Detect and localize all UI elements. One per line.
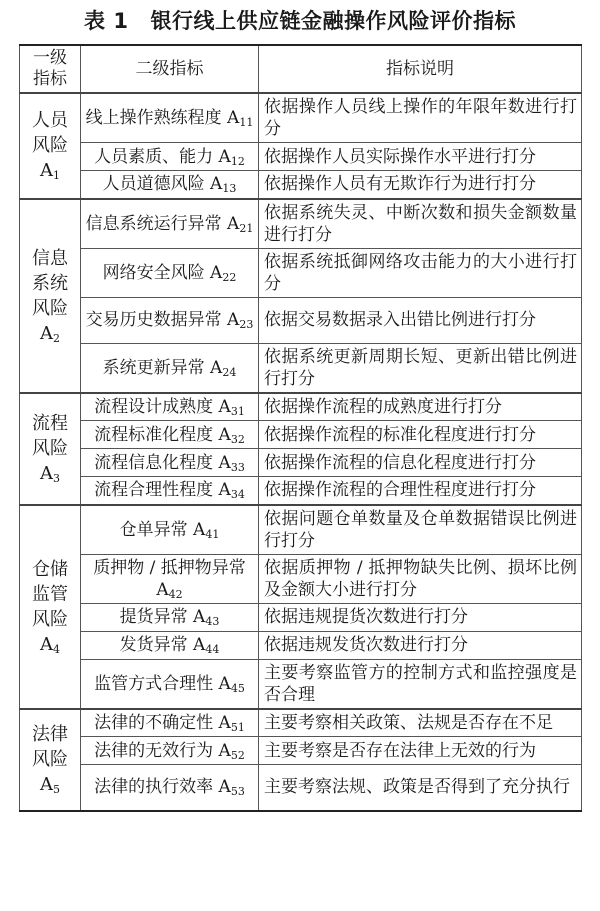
level2-label: 发货异常 A [119, 635, 206, 655]
indicator-description: 依据操作人员实际操作水平进行打分 [259, 143, 582, 171]
level2-label: 线上操作熟练程度 A [85, 108, 240, 128]
indicator-description: 依据操作流程的合理性程度进行打分 [259, 477, 582, 505]
level1-code-subscript: 1 [53, 169, 60, 183]
level2-indicator [81, 171, 259, 199]
level2-indicator [81, 393, 259, 421]
level2-indicator [81, 297, 259, 343]
table-title: 银行线上供应链金融操作风险评价指标 [150, 9, 516, 33]
table-row [20, 631, 582, 659]
level2-indicator [81, 631, 259, 659]
level2-code-subscript: 31 [230, 404, 245, 418]
indicator-description: 主要考察是否存在法律上无效的行为 [259, 737, 582, 765]
indicator-description: 依据操作流程的成熟度进行打分 [259, 393, 582, 421]
level2-label: 流程设计成熟度 A [94, 396, 231, 417]
header-level1: 一级指标 [20, 45, 81, 93]
level2-label: 信息系统运行异常 A [85, 213, 240, 234]
level2-label: 流程标准化程度 A [94, 424, 231, 445]
level2-code-subscript: 42 [168, 587, 183, 601]
level1-name: 仓储监管风险 [32, 558, 68, 630]
level2-code-subscript: 33 [230, 460, 245, 474]
level2-indicator [81, 709, 259, 737]
level2-indicator [81, 603, 259, 631]
level1-code: A [40, 633, 53, 655]
level2-label: 流程合理性程度 A [94, 480, 231, 501]
table-row [20, 171, 582, 199]
level1-code-subscript: 2 [53, 331, 60, 345]
table-row [20, 199, 582, 249]
table-caption [0, 0, 600, 40]
table-row [20, 659, 582, 709]
level1-name: 法律风险 [32, 724, 68, 770]
indicator-description: 依据系统抵御网络攻击能力的大小进行打分 [259, 248, 582, 297]
table-row [20, 709, 582, 737]
level2-indicator [81, 248, 259, 297]
level1-code-subscript: 3 [53, 472, 60, 485]
level2-label: 系统更新异常 A [102, 357, 223, 378]
level1-code: A [40, 463, 53, 484]
level2-code-subscript: 12 [230, 154, 245, 168]
header-desc: 指标说明 [259, 45, 582, 93]
level2-indicator [81, 659, 259, 709]
indicator-description: 主要考察相关政策、法规是否存在不足 [259, 709, 582, 737]
table-row [20, 737, 582, 765]
indicator-description: 依据操作流程的标准化程度进行打分 [259, 421, 582, 449]
level2-label: 提货异常 A [119, 607, 206, 627]
table-row [20, 603, 582, 631]
table-row [20, 505, 582, 555]
level2-code-subscript: 34 [230, 488, 245, 502]
level2-code-subscript: 11 [239, 116, 254, 129]
level2-code-subscript: 51 [230, 720, 245, 734]
level1-name: 信息系统风险 [32, 247, 68, 319]
indicator-description: 依据交易数据录入出错比例进行打分 [259, 297, 582, 343]
table-row [20, 393, 582, 421]
table-row [20, 477, 582, 505]
level2-label: 人员道德风险 A [102, 174, 223, 195]
indicator-description: 主要考察监管方的控制方式和监控强度是否合理 [259, 659, 582, 709]
table-row [20, 765, 582, 811]
level2-label: 法律的无效行为 A [94, 740, 231, 761]
level2-code-subscript: 22 [222, 270, 237, 284]
level2-indicator [81, 93, 259, 143]
level2-code-subscript: 24 [222, 365, 237, 379]
table-row [20, 343, 582, 393]
indicator-description: 依据违规发货次数进行打分 [259, 631, 582, 659]
indicator-description: 依据质押物 / 抵押物缺失比例、损坏比例及金额大小进行打分 [259, 554, 582, 603]
level2-indicator [81, 737, 259, 765]
indicator-description: 依据违规提货次数进行打分 [259, 603, 582, 631]
table-row [20, 449, 582, 477]
level2-indicator [81, 449, 259, 477]
level1-code: A [40, 322, 53, 344]
level2-code-subscript: 53 [230, 785, 245, 799]
level2-indicator [81, 505, 259, 555]
level2-code-subscript: 21 [239, 221, 254, 235]
level1-indicator [20, 199, 81, 393]
table-body [20, 93, 582, 811]
level1-code-subscript: 4 [53, 642, 60, 656]
indicator-description: 主要考察法规、政策是否得到了充分执行 [259, 765, 582, 811]
level1-code: A [40, 774, 53, 795]
level2-label: 法律的不确定性 A [94, 712, 231, 733]
level2-label: 交易历史数据异常 A [85, 310, 240, 330]
level1-indicator [20, 93, 81, 199]
level2-code-subscript: 44 [205, 643, 220, 656]
level1-indicator [20, 505, 81, 709]
level2-code-subscript: 23 [239, 318, 254, 331]
level2-indicator [81, 199, 259, 249]
level2-code-subscript: 45 [230, 681, 245, 695]
level2-label: 流程信息化程度 A [94, 452, 231, 473]
level2-label: 质押物 / 抵押物异常 A [93, 557, 246, 600]
level2-indicator [81, 554, 259, 603]
table-number: 表 1 [84, 9, 129, 33]
level1-name: 流程风险 [32, 413, 68, 459]
level2-label: 仓单异常 A [119, 519, 206, 540]
table-row [20, 143, 582, 171]
header-level2: 二级指标 [81, 45, 259, 93]
indicator-description: 依据系统失灵、中断次数和损失金额数量进行打分 [259, 199, 582, 249]
level1-indicator [20, 709, 81, 811]
indicator-description: 依据操作流程的信息化程度进行打分 [259, 449, 582, 477]
header-row [20, 45, 582, 93]
level2-label: 网络安全风险 A [102, 262, 223, 283]
level2-indicator [81, 765, 259, 811]
level1-code-subscript: 5 [53, 783, 60, 796]
level2-code-subscript: 52 [230, 748, 245, 762]
table-row [20, 297, 582, 343]
level2-code-subscript: 43 [205, 615, 220, 628]
level2-code-subscript: 32 [230, 432, 245, 446]
level2-code-subscript: 41 [205, 527, 220, 541]
level2-label: 人员素质、能力 A [94, 146, 231, 167]
level2-code-subscript: 13 [222, 182, 237, 196]
level1-indicator [20, 393, 81, 505]
level2-indicator [81, 143, 259, 171]
indicator-description: 依据操作人员有无欺诈行为进行打分 [259, 171, 582, 199]
level1-name: 人员风险 [32, 110, 68, 157]
level1-code: A [40, 160, 53, 182]
table-row [20, 248, 582, 297]
level2-label: 监管方式合理性 A [94, 673, 231, 694]
indicator-description: 依据操作人员线上操作的年限年数进行打分 [259, 93, 582, 143]
level2-indicator [81, 477, 259, 505]
indicator-table [19, 44, 582, 812]
indicator-description: 依据系统更新周期长短、更新出错比例进行打分 [259, 343, 582, 393]
table-row [20, 93, 582, 143]
table-row [20, 554, 582, 603]
table-row [20, 421, 582, 449]
level2-indicator [81, 343, 259, 393]
level2-indicator [81, 421, 259, 449]
indicator-description: 依据问题仓单数量及仓单数据错误比例进行打分 [259, 505, 582, 555]
level2-label: 法律的执行效率 A [94, 777, 231, 798]
